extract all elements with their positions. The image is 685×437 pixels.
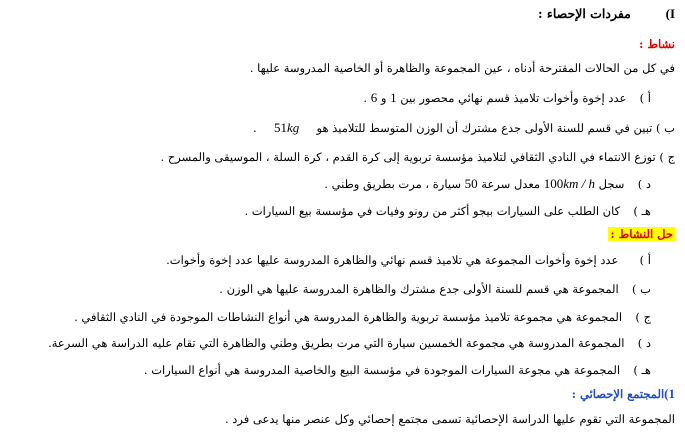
item-label: أ ) xyxy=(639,253,651,267)
definition-text: المجموعة التي تقوم عليها الدراسة الإحصائية تسمى مجتمع إحصائي وكل عنصر منها يدعى فرد . xyxy=(224,412,675,426)
item-label: ب ) xyxy=(632,282,651,296)
item-end: . xyxy=(363,91,368,105)
item-quantity xyxy=(274,121,299,135)
item-label: د ) xyxy=(637,336,651,350)
item-unit: km / h xyxy=(563,176,595,191)
section-number: I) xyxy=(665,6,675,21)
item-quantity xyxy=(544,177,595,191)
item-label: هـ ) xyxy=(633,204,651,218)
item-text: سيارة ، مرت بطريق وطني . xyxy=(324,177,461,191)
item-text: تبين في قسم للسنة الأولى جدع مشترك أن الوزن المتوسط للتلاميذ هو xyxy=(316,121,653,135)
item-label: ب ) xyxy=(656,121,675,135)
item-text: توزع الانتماء في النادي الثقافي لتلاميذ مؤسسة تربوية إلى كرة القدم ، كرة السلة ، الموسيقى والمسرح . xyxy=(160,150,656,164)
subsection-number: 1) xyxy=(664,386,675,401)
item-label: أ ) xyxy=(639,91,651,105)
item-text: معدل سرعة xyxy=(481,177,541,191)
activity-item-c xyxy=(0,149,675,165)
item-label: د ) xyxy=(637,177,651,191)
solution-item-d xyxy=(0,335,651,351)
subsection-title xyxy=(0,386,675,402)
subsection-title-text: المجتمع الإحصائي : xyxy=(571,387,665,401)
item-text: سجل xyxy=(598,177,625,191)
item-text: المجموعة المدروسة هي مجموعة الخمسين سيارة التي مرت بطريق وطني والظاهرة التي تقام عليه الدراسة هي السرعة. xyxy=(48,336,625,350)
item-value: 50 xyxy=(464,176,478,191)
activity-item-a xyxy=(0,90,651,106)
solution-heading-text: حل النشاط : xyxy=(610,227,673,241)
solution-item-a xyxy=(0,252,651,268)
section-title xyxy=(0,6,675,22)
item-text: عدد إخوة وأخوات المجموعة هي تلاميذ قسم نهائي والظاهرة المدروسة عليها عدد إخوة وأخوات. xyxy=(166,253,619,267)
activity-intro: في كل من الحالات المقترحة أدناه ، عين المجموعة والظاهرة أو الخاصية المدروسة عليها . xyxy=(249,61,675,75)
item-value: 6 xyxy=(370,90,378,105)
item-value: 100 xyxy=(543,176,564,191)
solution-heading xyxy=(0,226,675,242)
item-value: 51 xyxy=(273,120,287,135)
item-conj: و xyxy=(380,91,387,105)
item-label: ج ) xyxy=(659,150,675,164)
section-title-text: مفردات الإحصاء : xyxy=(537,6,631,21)
solution-item-c xyxy=(0,309,651,325)
item-label: هـ ) xyxy=(633,363,651,377)
item-label: ج ) xyxy=(635,310,651,324)
activity-heading: نشاط : xyxy=(639,37,675,51)
item-text: كان الطلب على السيارات بيجو أكثر من رونو وفيات في مؤسسة بيع السيارات . xyxy=(244,204,621,218)
item-text: المجموعة هي مجوعة السيارات الموجودة في مؤسسة البيع والخاصية المدروسة هي أنواع السيارات . xyxy=(143,363,621,377)
item-value: 1 xyxy=(390,90,397,105)
item-end: . xyxy=(252,121,257,135)
solution-item-b xyxy=(0,281,651,297)
solution-item-e xyxy=(0,362,651,378)
activity-item-d xyxy=(0,176,651,192)
activity-item-b xyxy=(0,120,675,136)
activity-item-e xyxy=(0,203,651,219)
item-text: عدد إخوة وأخوات تلاميذ قسم نهائي محصور بين xyxy=(400,91,627,105)
item-text: المجموعة هي قسم للسنة الأولى جدع مشترك والظاهرة المدروسة عليها هي الوزن . xyxy=(219,282,619,296)
item-text: المجموعة هي مجموعة تلاميذ مؤسسة تربوية والظاهرة المدروسة هي أنواع النشاطات الموجودة في النادي الثقافي . xyxy=(74,310,623,324)
item-unit: kg xyxy=(286,120,300,135)
